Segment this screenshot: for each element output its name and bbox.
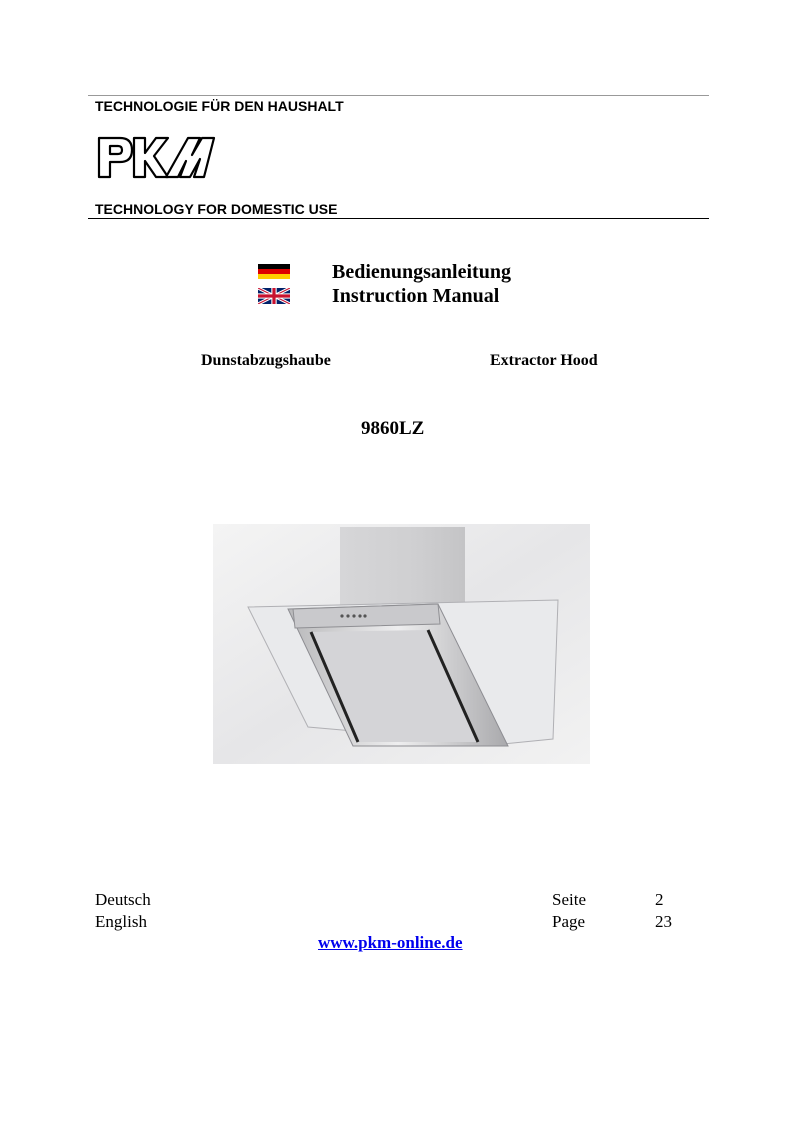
tagline-english: TECHNOLOGY FOR DOMESTIC USE (95, 201, 338, 217)
top-rule (88, 95, 709, 96)
title-english: Instruction Manual (332, 285, 500, 307)
toc-page-english: 23 (655, 912, 672, 931)
toc-page-german: 2 (655, 890, 664, 909)
product-type-german: Dunstabzugshaube (201, 352, 331, 369)
toc-language-german: Deutsch (95, 890, 151, 909)
tagline-german: TECHNOLOGIE FÜR DEN HAUSHALT (95, 98, 344, 114)
product-photo (213, 524, 590, 764)
pkm-logo (96, 135, 218, 181)
german-flag-icon (258, 264, 290, 279)
title-german: Bedienungsanleitung (332, 261, 511, 283)
product-type-english: Extractor Hood (490, 352, 598, 369)
toc-label-german: Seite (552, 890, 586, 909)
website-link[interactable]: www.pkm-online.de (318, 933, 463, 952)
toc-label-english: Page (552, 912, 586, 931)
uk-flag-icon (258, 288, 290, 304)
bottom-rule (88, 218, 709, 219)
toc-language-english: English (95, 912, 147, 931)
model-number: 9860LZ (361, 418, 425, 439)
